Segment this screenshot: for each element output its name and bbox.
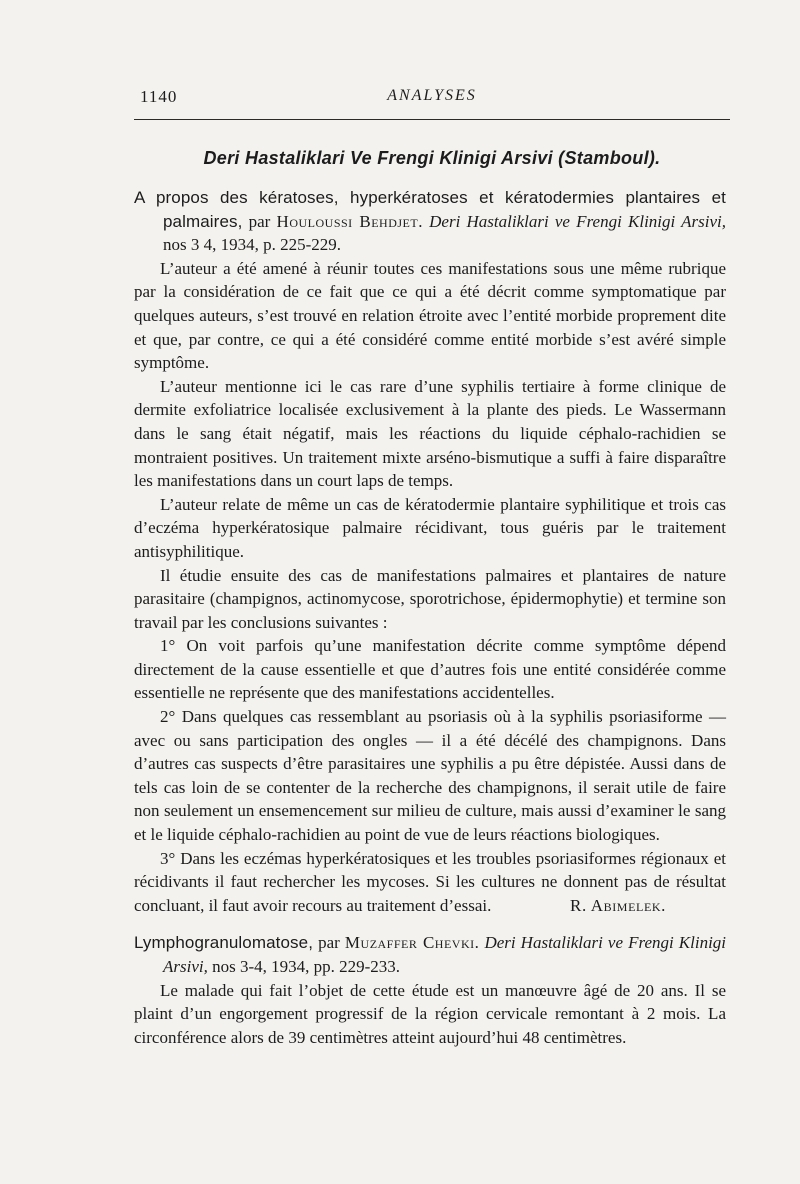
article2-by: par: [318, 933, 340, 953]
article1-paragraph: L’auteur mentionne ici le cas rare d’une syphilis tertiaire à forme clinique de dermite exfoliatrice localisée exclusivement à la plante des pieds. Le Wassermann dans le sang était négatif, mais les réactions du liquide céphalo-rachidien se montraient positives. Un traitement mixte arséno-bismutique a suffi à faire disparaître les manifestations dans un court laps de temps.: [134, 376, 726, 491]
article1-paragraph: L’auteur relate de même un cas de kératodermie plantaire syphilitique et trois cas d’eczéma hyperkératosique palmaire récidivant, tous guéris par le traitement antisyphilitique.: [134, 494, 726, 561]
journal-title: Deri Hastaliklari Ve Frengi Klinigi Arsivi (Stamboul).: [203, 148, 661, 168]
article2-heading: [134, 931, 726, 978]
article1-by: par: [248, 211, 271, 231]
signature: R. Abimelek.: [570, 896, 666, 916]
article1-title: A propos des kératoses, hyperkératoses et kératodermies plantaires et palmaires,: [134, 188, 726, 231]
article2-title: Lymphogranulomatose,: [134, 933, 314, 953]
conclusion-3-text: 3° Dans les eczémas hyperkératosiques et les troubles psoriasiformes régionaux et récidivants il faut rechercher les mycoses. Si les cultures ne donnent pas de résultat concluant, il faut avoir recours au traitement d’essai.: [134, 848, 726, 915]
article-body: [134, 186, 726, 1049]
section-gap: [134, 917, 726, 931]
article1-issue: nos 3 4, 1934, p. 225-229.: [163, 235, 342, 255]
header-rule: [134, 119, 730, 120]
article1-paragraph: Il étudie ensuite des cas de manifestations palmaires et plantaires de nature parasitaire (champignos, actinomycose, sporotrichose, épidermophytie) et termine son travail par les conclusions suivantes :: [134, 565, 726, 632]
article2-issue: nos 3-4, 1934, pp. 229-233.: [212, 957, 401, 976]
page-number: 1140: [140, 87, 178, 106]
article1-paragraph: L’auteur a été amené à réunir toutes ces manifestations sous une même rubrique par la considération de ce fait que ce qui a été décrit comme symptomatique par quelques auteurs, s’est trouvé en relation étroite avec l’entité morbide proprement dite et que, par contre, ce qui a été considéré comme entité morbide s’est avéré simple symptôme.: [134, 258, 726, 373]
article1-author: Houloussi Behdjet.: [276, 211, 423, 231]
article1-heading: [134, 186, 726, 257]
conclusion-1: 1° On voit parfois qu’une manifestation décrite comme symptôme dépend directement de la cause essentielle et que d’autres fois une entité considérée comme essentielle ne représente que des manifestations accidentelles.: [134, 636, 726, 703]
article2-paragraph: Le malade qui fait l’objet de cette étude est un manœuvre âgé de 20 ans. Il se plaint d’un engorgement progressif de la région cervicale remontant à 2 mois. La circonférence alors de 39 centimètres atteint aujourd’hui 48 centimètres.: [134, 980, 726, 1047]
section-title: ANALYSES: [387, 87, 477, 104]
running-head: [134, 87, 730, 111]
article2-author: Muzaffer Chevki.: [344, 933, 480, 953]
article2-journal: Deri Hastaliklari ve Frengi Klinigi Arsivi,: [163, 933, 727, 976]
conclusion-2: 2° Dans quelques cas ressemblant au psoriasis où à la syphilis psoriasiforme — avec ou sans participation des ongles — il a été décélé des champignons. Dans d’autres cas suspects d’être parasitaires une syphilis a pu être dépistée. Aussi dans de tels cas loin de se contenter de la recherche des champignons, il serait utile de faire non seulement un ensemencement sur milieu de culture, mais aussi d’examiner le sang et le liquide céphalo-rachidien au point de vue de leurs réactions biologiques.: [134, 707, 726, 845]
article1-journal: Deri Hastaliklari ve Frengi Klinigi Arsivi,: [429, 211, 727, 231]
